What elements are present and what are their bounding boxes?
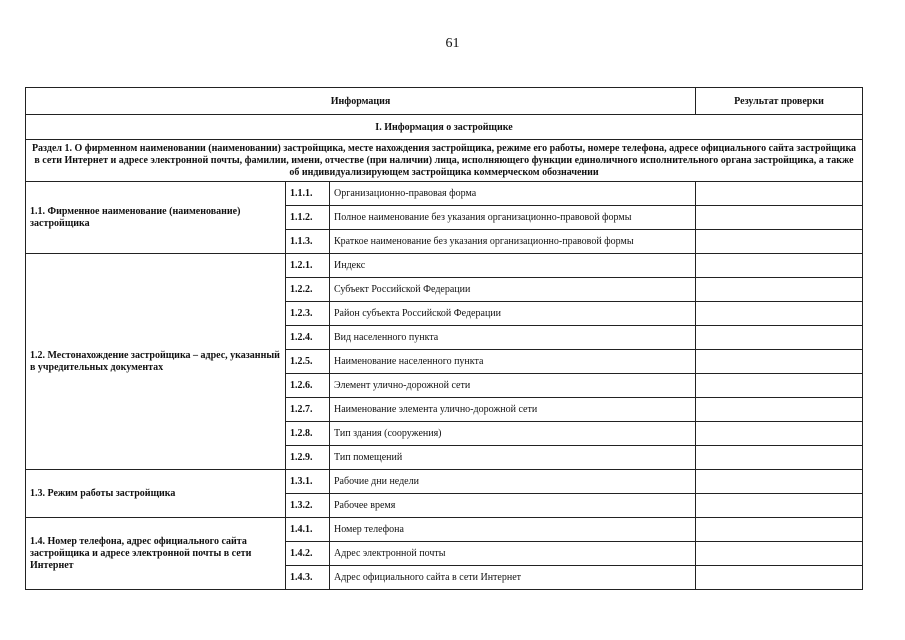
- result-cell[interactable]: [696, 374, 863, 398]
- item-number: 1.2.6.: [286, 374, 330, 398]
- result-cell[interactable]: [696, 542, 863, 566]
- item-number: 1.3.2.: [286, 494, 330, 518]
- item-text: Организационно-правовая форма: [330, 182, 696, 206]
- table-row: [26, 470, 863, 494]
- group-title: 1.3. Режим работы застройщика: [26, 470, 286, 518]
- item-text: Адрес электронной почты: [330, 542, 696, 566]
- result-cell[interactable]: [696, 230, 863, 254]
- item-number: 1.2.2.: [286, 278, 330, 302]
- result-cell[interactable]: [696, 182, 863, 206]
- item-text: Рабочие дни недели: [330, 470, 696, 494]
- section-description-row: [26, 140, 863, 182]
- item-number: 1.2.8.: [286, 422, 330, 446]
- item-text: Краткое наименование без указания организационно-правовой формы: [330, 230, 696, 254]
- item-number: 1.4.1.: [286, 518, 330, 542]
- result-cell[interactable]: [696, 470, 863, 494]
- group-title: 1.2. Местонахождение застройщика – адрес, указанный в учредительных документах: [26, 254, 286, 470]
- result-cell[interactable]: [696, 350, 863, 374]
- item-text: Вид населенного пункта: [330, 326, 696, 350]
- item-number: 1.2.5.: [286, 350, 330, 374]
- table-header-row: [26, 88, 863, 115]
- group-title: 1.4. Номер телефона, адрес официального сайта застройщика и адресе электронной почты в сети Интернет: [26, 518, 286, 590]
- group-title: 1.1. Фирменное наименование (наименование) застройщика: [26, 182, 286, 254]
- item-number: 1.2.1.: [286, 254, 330, 278]
- item-text: Наименование элемента улично-дорожной сети: [330, 398, 696, 422]
- item-number: 1.4.2.: [286, 542, 330, 566]
- section-description: Раздел 1. О фирменном наименовании (наименовании) застройщика, месте нахождения застройщика, режиме его работы, номере телефона, адресе официального сайта застройщика в сети Интернет и адресе электронной почты, фамилии, имени, отчестве (при наличии) лица, исполняющего функции единоличного исполнительного органа застройщика, а также об индивидуализирующем застройщика коммерческом обозначении: [26, 140, 863, 182]
- result-cell[interactable]: [696, 518, 863, 542]
- item-number: 1.2.9.: [286, 446, 330, 470]
- page-number: 61: [445, 36, 460, 51]
- item-text: Тип здания (сооружения): [330, 422, 696, 446]
- item-text: Индекс: [330, 254, 696, 278]
- item-number: 1.3.1.: [286, 470, 330, 494]
- item-text: Район субъекта Российской Федерации: [330, 302, 696, 326]
- header-result: Результат проверки: [696, 88, 863, 115]
- result-cell[interactable]: [696, 326, 863, 350]
- result-cell[interactable]: [696, 398, 863, 422]
- result-cell[interactable]: [696, 566, 863, 590]
- item-number: 1.4.3.: [286, 566, 330, 590]
- item-number: 1.2.7.: [286, 398, 330, 422]
- table-row: [26, 254, 863, 278]
- section-title: I. Информация о застройщике: [26, 115, 863, 140]
- result-cell[interactable]: [696, 206, 863, 230]
- item-number: 1.1.3.: [286, 230, 330, 254]
- item-text: Элемент улично-дорожной сети: [330, 374, 696, 398]
- table-row: [26, 182, 863, 206]
- item-text: Рабочее время: [330, 494, 696, 518]
- item-number: 1.2.3.: [286, 302, 330, 326]
- item-text: Полное наименование без указания организационно-правовой формы: [330, 206, 696, 230]
- item-text: Тип помещений: [330, 446, 696, 470]
- inspection-table: [25, 87, 863, 590]
- section-title-row: [26, 115, 863, 140]
- item-text: Адрес официального сайта в сети Интернет: [330, 566, 696, 590]
- item-number: 1.2.4.: [286, 326, 330, 350]
- header-info: Информация: [26, 88, 696, 115]
- result-cell[interactable]: [696, 446, 863, 470]
- result-cell[interactable]: [696, 494, 863, 518]
- item-text: Субъект Российской Федерации: [330, 278, 696, 302]
- item-number: 1.1.1.: [286, 182, 330, 206]
- result-cell[interactable]: [696, 302, 863, 326]
- item-text: Наименование населенного пункта: [330, 350, 696, 374]
- result-cell[interactable]: [696, 254, 863, 278]
- item-number: 1.1.2.: [286, 206, 330, 230]
- table-row: [26, 518, 863, 542]
- result-cell[interactable]: [696, 422, 863, 446]
- item-text: Номер телефона: [330, 518, 696, 542]
- result-cell[interactable]: [696, 278, 863, 302]
